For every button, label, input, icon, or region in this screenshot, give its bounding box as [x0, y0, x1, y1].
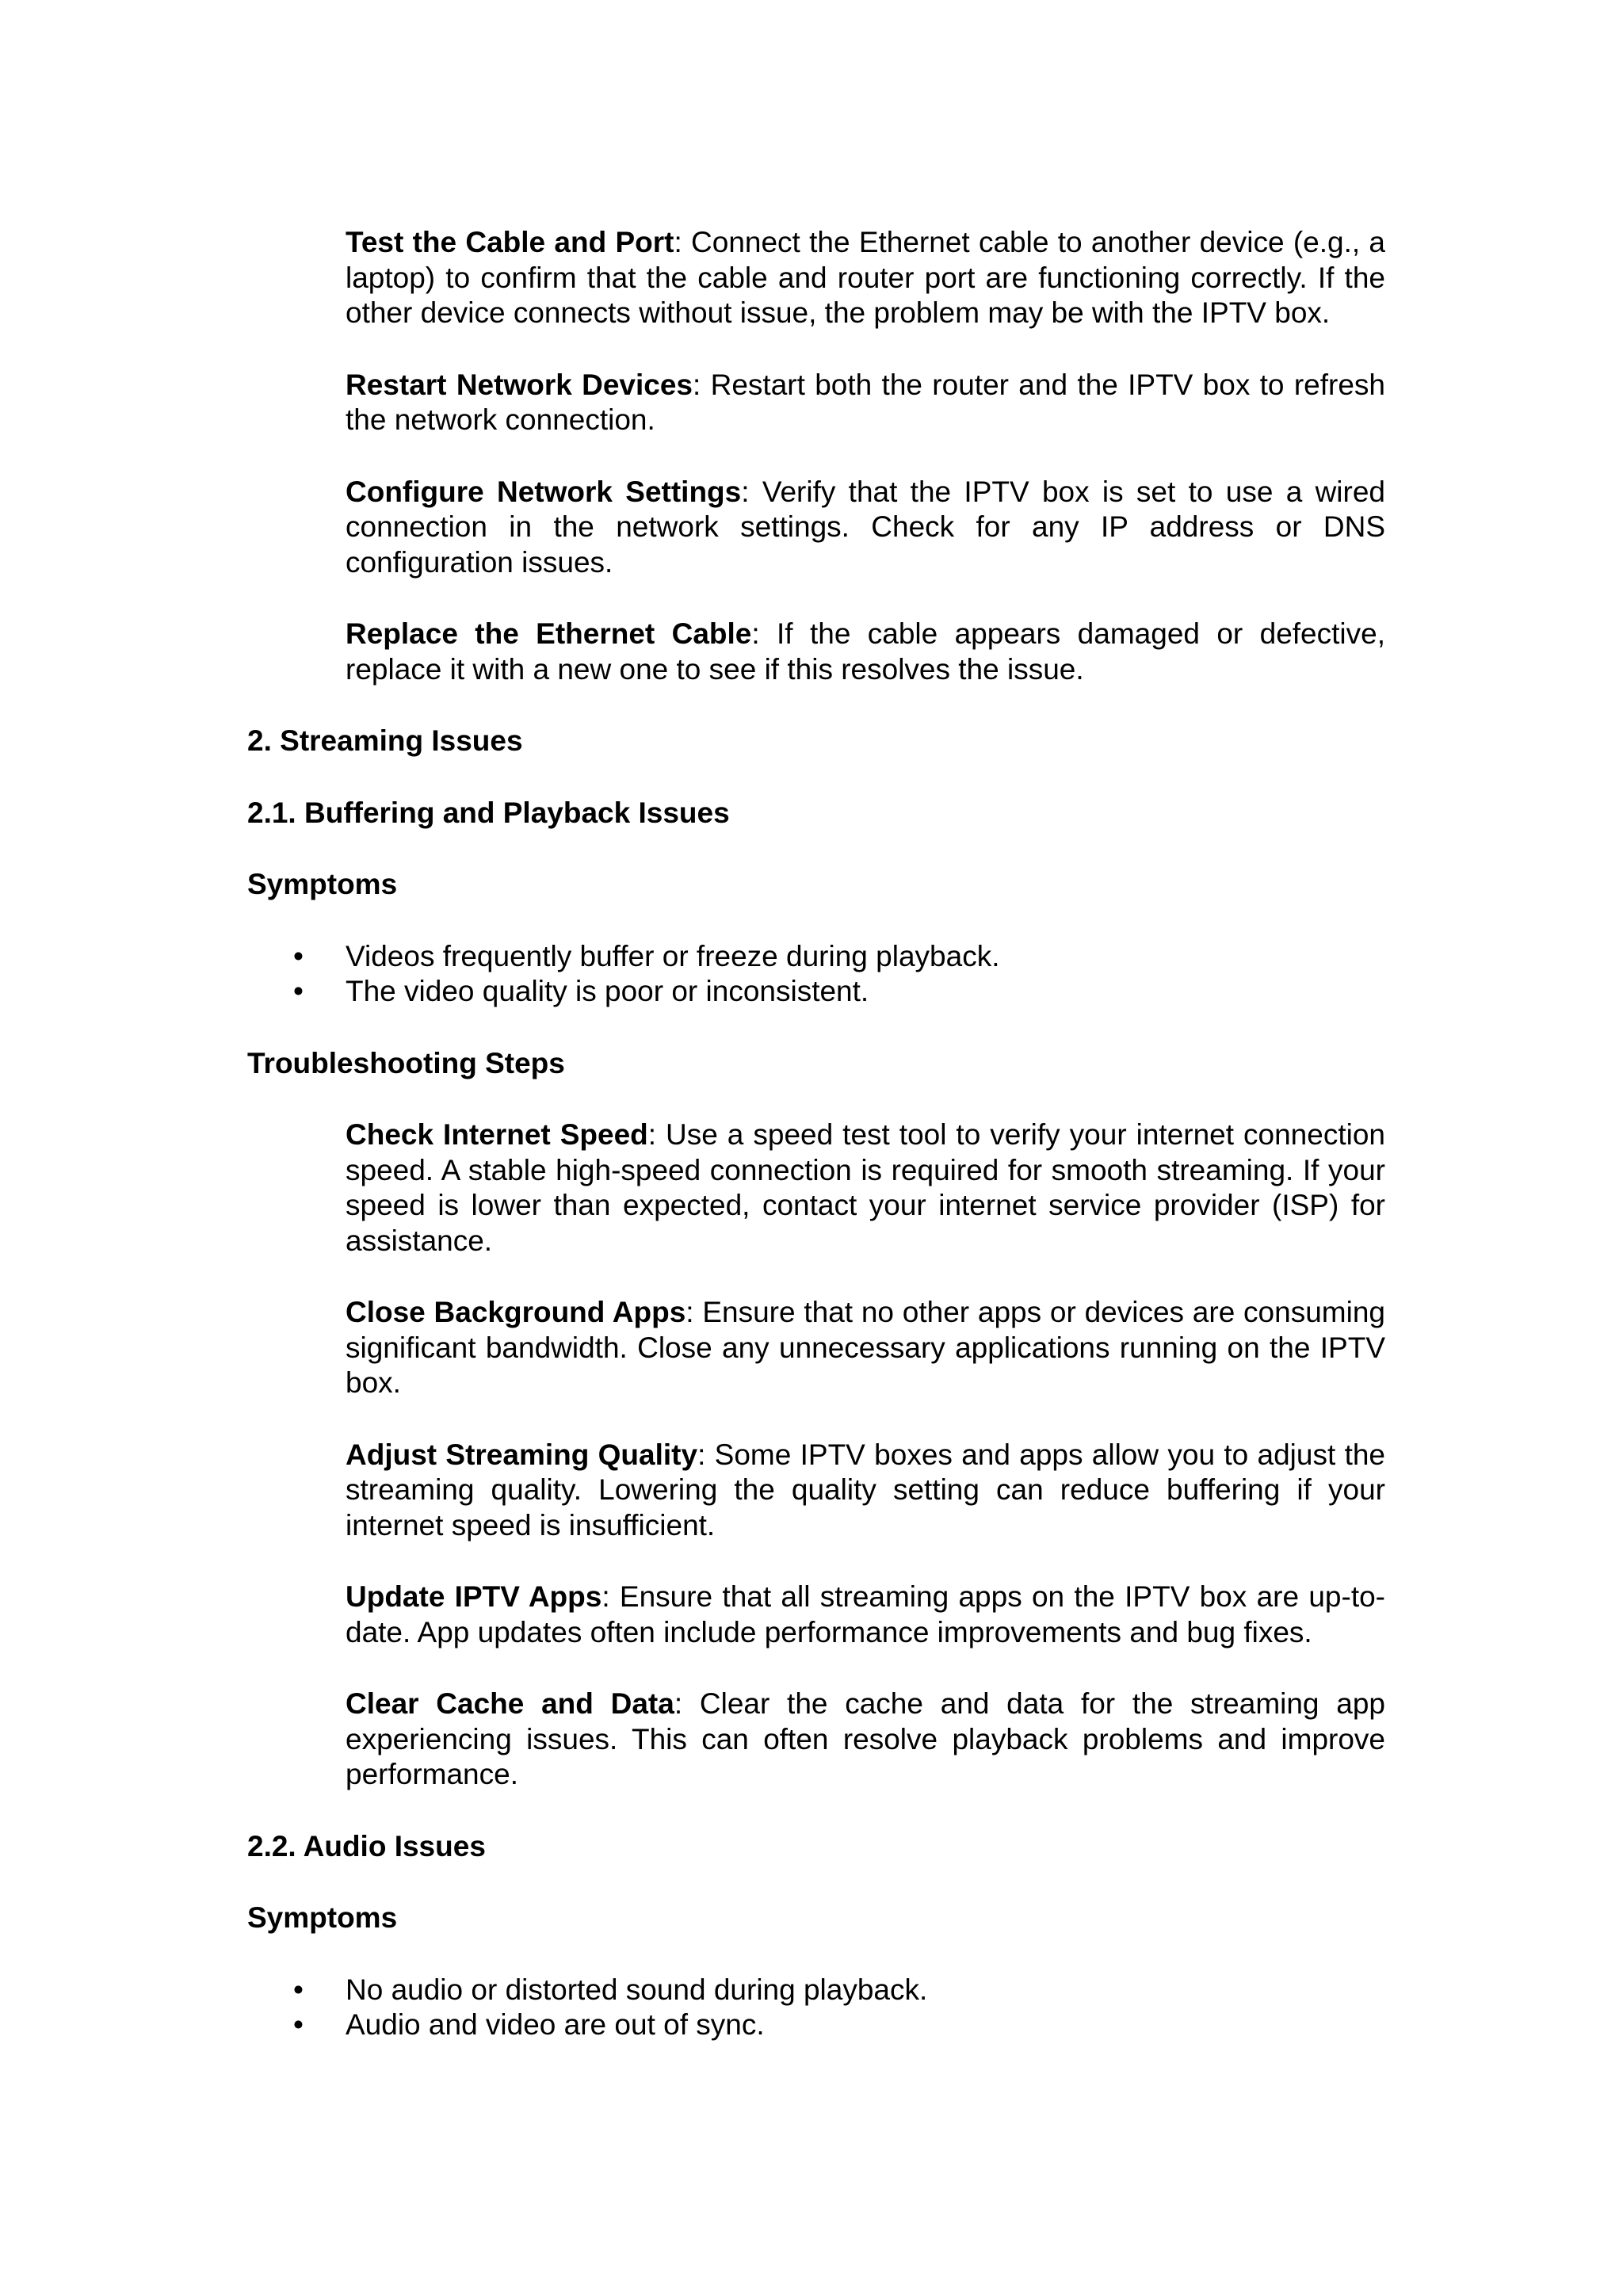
step-text: : Ensure that no other apps or devices are consuming significant bandwidth. Close any unnecessary applications running on the IPTV box.	[346, 1296, 1385, 1399]
subsection-heading-buffering: 2.1. Buffering and Playback Issues	[247, 796, 730, 829]
step-configure-network-settings	[346, 475, 1385, 581]
step-test-cable-port	[346, 225, 1385, 331]
symptoms-list	[247, 1973, 1385, 2043]
bullet-icon: •	[293, 2008, 304, 2041]
step-term: Restart Network Devices	[346, 368, 693, 401]
step-term: Update IPTV Apps	[346, 1580, 602, 1613]
step-term: Test the Cable and Port	[346, 226, 674, 258]
list-item-text: Audio and video are out of sync.	[346, 2008, 765, 2041]
step-restart-network-devices	[346, 368, 1385, 438]
list-item	[247, 1973, 1385, 2008]
step-term: Check Internet Speed	[346, 1118, 648, 1151]
step-text: : Some IPTV boxes and apps allow you to adjust the streaming quality. Lowering the quality setting can reduce buffering if your internet speed is insufficient.	[346, 1438, 1386, 1541]
step-text: : Ensure that all streaming apps on the IPTV box are up-to-date. App updates often include performance improvements and bug fixes.	[346, 1580, 1386, 1648]
list-item	[247, 974, 1385, 1010]
step-term: Clear Cache and Data	[346, 1687, 674, 1720]
step-clear-cache-data	[346, 1687, 1385, 1793]
troubleshooting-steps-heading: Troubleshooting Steps	[247, 1046, 565, 1079]
step-text: : Clear the cache and data for the streaming app experiencing issues. This can often resolve playback problems and improve performance.	[346, 1687, 1385, 1790]
symptoms-heading: Symptoms	[247, 868, 398, 900]
list-item-text: No audio or distorted sound during playback.	[346, 1973, 928, 2006]
bullet-icon: •	[293, 1973, 304, 2006]
symptoms-list	[247, 939, 1385, 1010]
step-close-background-apps	[346, 1295, 1385, 1401]
list-item	[247, 939, 1385, 975]
list-item-text: The video quality is poor or inconsistent.	[346, 975, 869, 1007]
step-text: : Restart both the router and the IPTV box to refresh the network connection.	[346, 368, 1385, 436]
step-term: Replace the Ethernet Cable	[346, 617, 752, 650]
list-item	[247, 2008, 1385, 2043]
step-text: : Connect the Ethernet cable to another device (e.g., a laptop) to confirm that the cable and router port are functioning correctly. If the other device connects without issue, the problem may be with the IPTV box.	[346, 226, 1385, 329]
step-text: : If the cable appears damaged or defective, replace it with a new one to see if this resolves the issue.	[346, 617, 1385, 686]
step-replace-ethernet-cable	[346, 617, 1385, 687]
bullet-icon: •	[293, 939, 304, 972]
step-adjust-streaming-quality	[346, 1438, 1385, 1544]
document-content	[247, 196, 1385, 2080]
step-check-internet-speed	[346, 1117, 1385, 1259]
step-term: Close Background Apps	[346, 1296, 686, 1328]
symptoms-heading: Symptoms	[247, 1901, 398, 1934]
subsection-heading-audio-issues: 2.2. Audio Issues	[247, 1829, 486, 1862]
bullet-icon: •	[293, 975, 304, 1007]
step-term: Adjust Streaming Quality	[346, 1438, 698, 1471]
step-term: Configure Network Settings	[346, 475, 742, 508]
step-text: : Use a speed test tool to verify your internet connection speed. A stable high-speed connection is required for smooth streaming. If your speed is lower than expected, contact your internet service provider (ISP) for assistance.	[346, 1118, 1385, 1257]
section-heading-streaming-issues: 2. Streaming Issues	[247, 724, 523, 757]
step-update-iptv-apps	[346, 1580, 1385, 1650]
list-item-text: Videos frequently buffer or freeze during playback.	[346, 939, 1000, 972]
step-text: : Verify that the IPTV box is set to use a wired connection in the network settings. Check for any IP address or DNS configuration issues.	[346, 475, 1385, 579]
